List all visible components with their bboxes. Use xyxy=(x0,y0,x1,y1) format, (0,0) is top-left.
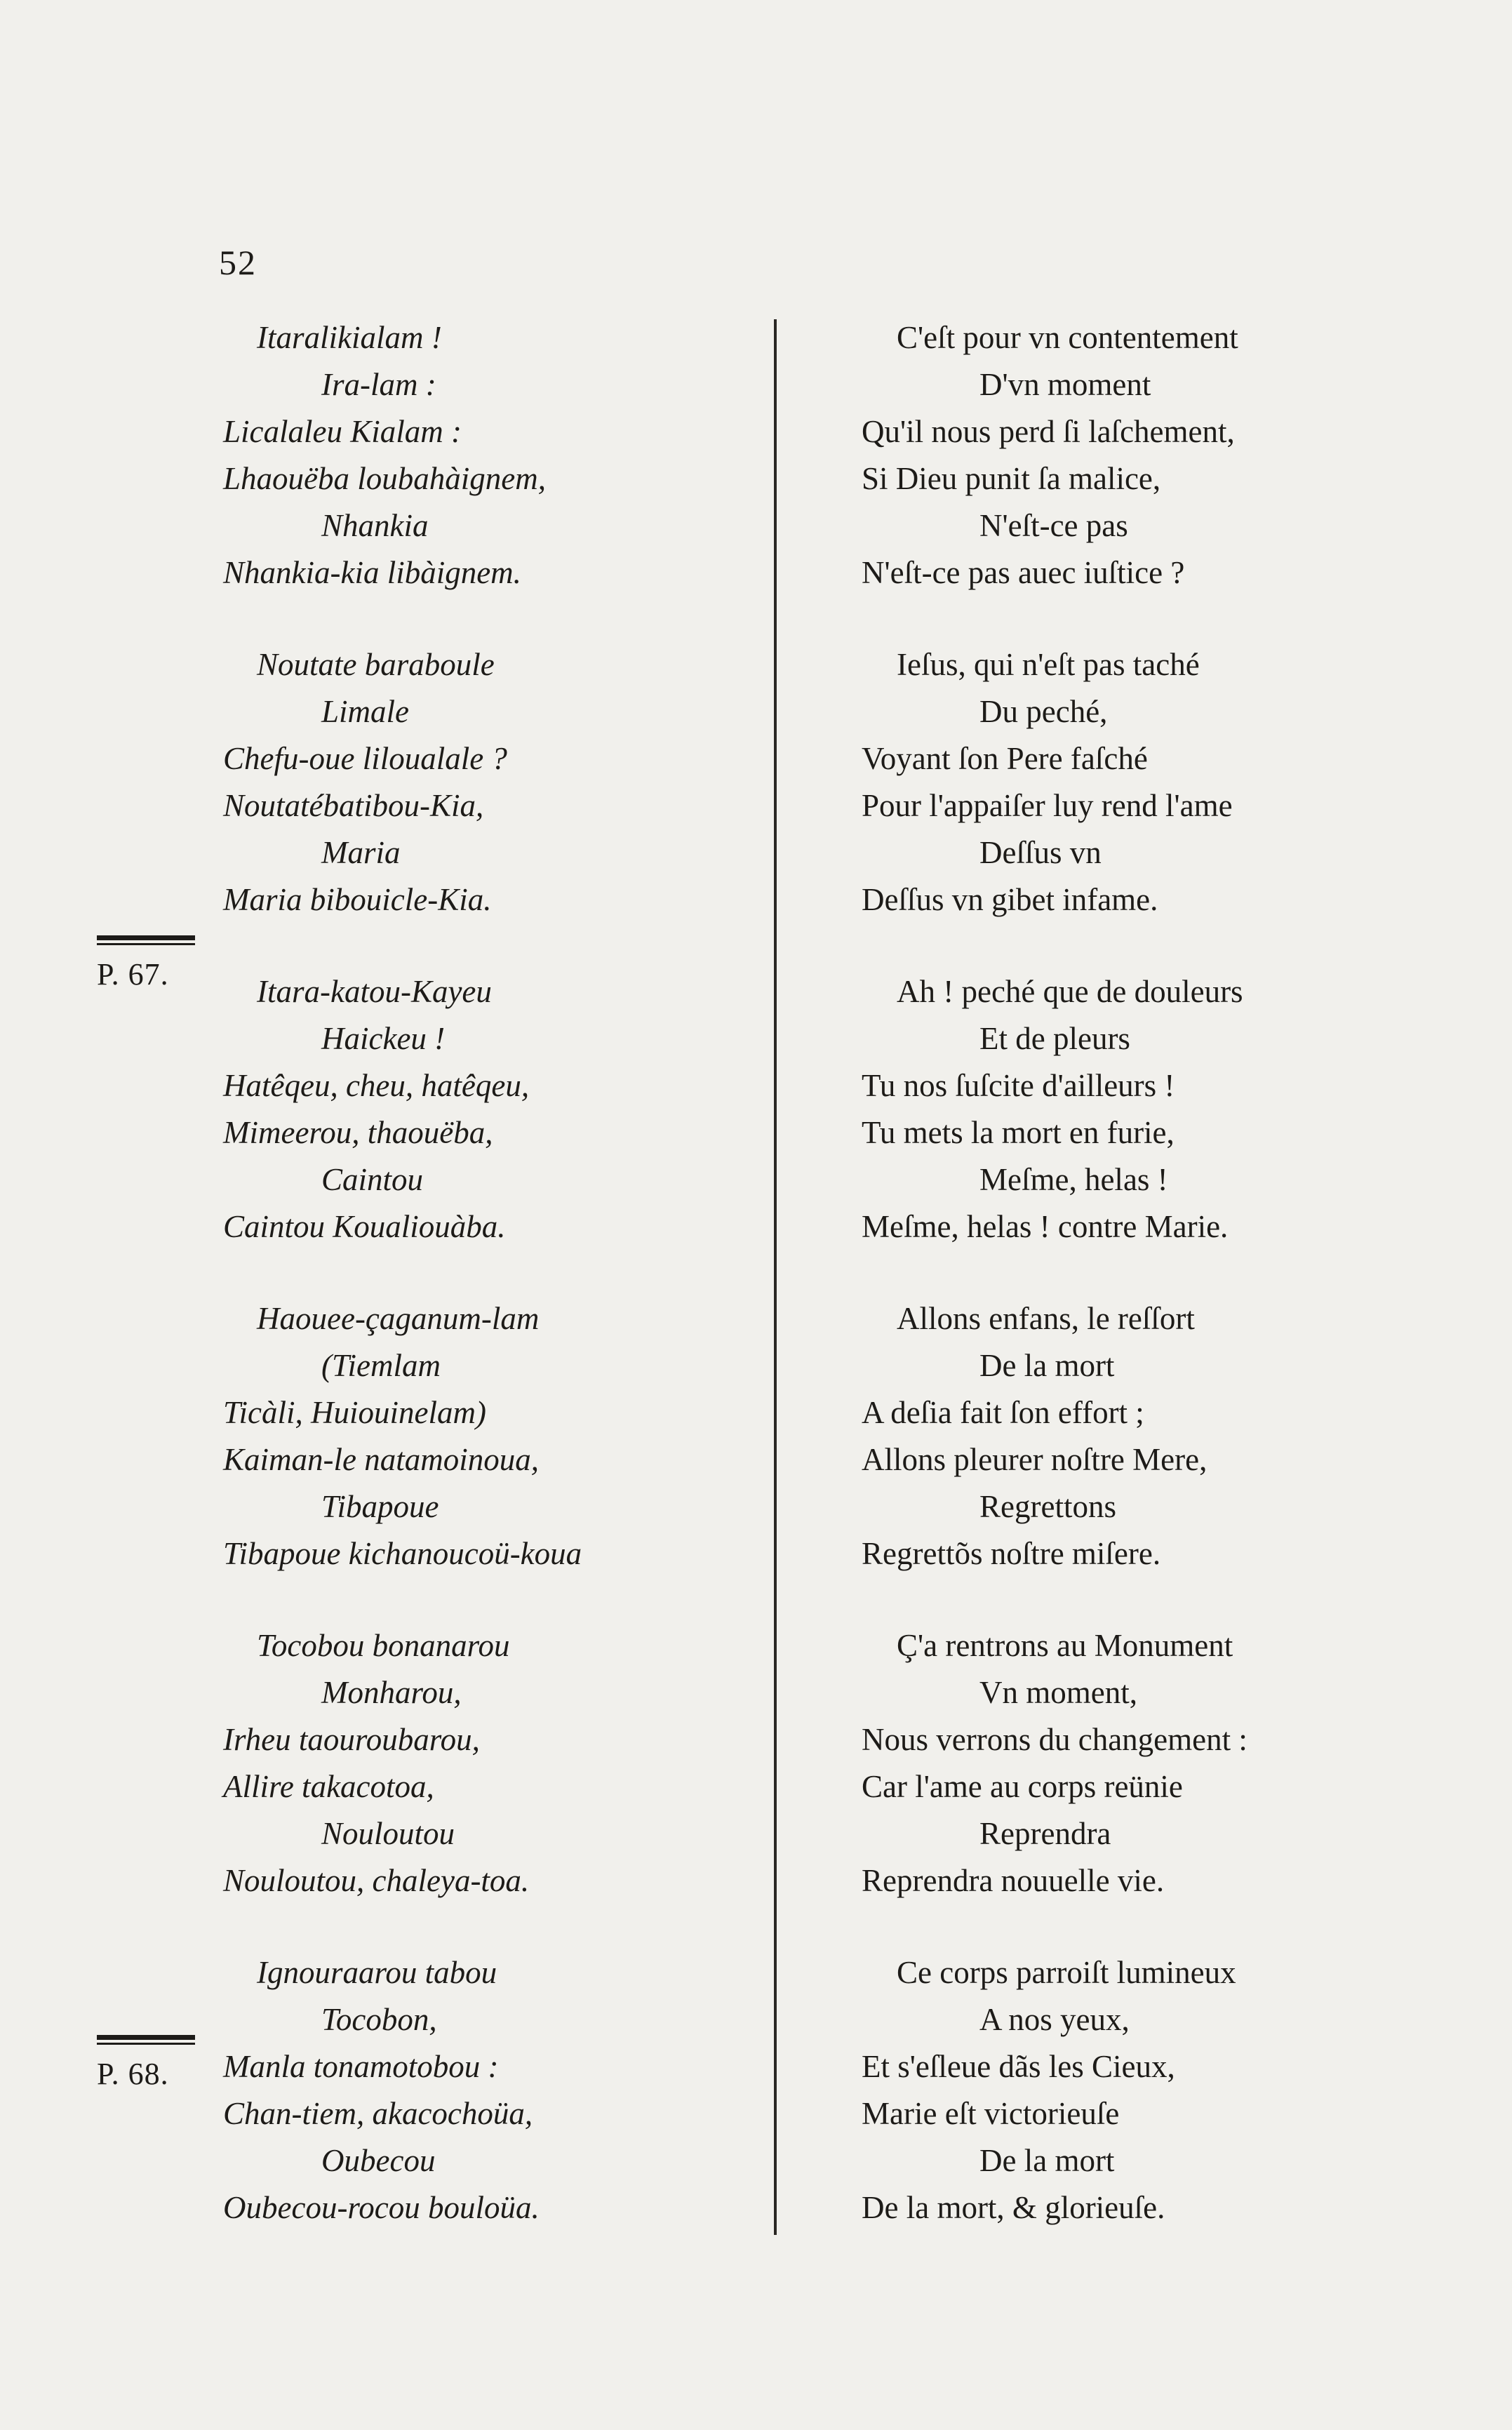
verse-line: Limale xyxy=(321,694,410,729)
verse-line: Ah ! peché que de douleurs xyxy=(897,974,1243,1009)
verse-line: Noutatébatibou-Kia, xyxy=(223,788,484,823)
verse-line: Allire takacotoa, xyxy=(223,1769,434,1804)
verse-line: Regrettõs noſtre miſere. xyxy=(862,1536,1161,1571)
verse-line: N'eſt-ce pas auec iuſtice ? xyxy=(862,555,1185,590)
stanza xyxy=(862,1622,1325,1949)
margin-rule xyxy=(97,2035,195,2040)
verse-line: Caintou Koualiouàba. xyxy=(223,1209,506,1244)
verse-line: Maria bibouicle-Kia. xyxy=(223,882,492,917)
verse-line: Deſſus vn xyxy=(979,835,1102,870)
verse-line: Oubecou xyxy=(321,2143,436,2178)
margin-reference-p67 xyxy=(97,935,195,992)
verse-line: Irheu taouroubarou, xyxy=(223,1722,480,1757)
margin-rule xyxy=(97,2043,195,2045)
stanza xyxy=(223,1622,742,1949)
stanza xyxy=(862,1949,1325,2276)
verse-line: Deſſus vn gibet infame. xyxy=(862,882,1158,917)
verse-line: Tu nos ſuſcite d'ailleurs ! xyxy=(862,1068,1175,1103)
verse-line: Voyant ſon Pere faſché xyxy=(862,741,1148,776)
verse-line: Allons enfans, le reſſort xyxy=(897,1301,1195,1336)
verse-line: De la mort xyxy=(979,1348,1115,1383)
right-column-french-text xyxy=(862,314,1325,2276)
verse-line: N'eſt-ce pas xyxy=(979,508,1128,543)
verse-line: C'eſt pour vn contentement xyxy=(897,320,1238,355)
verse-line: Nous verrons du changement : xyxy=(862,1722,1247,1757)
verse-line: Ticàli, Huiouinelam) xyxy=(223,1395,486,1430)
verse-line: Nouloutou xyxy=(321,1816,455,1851)
verse-line: Meſme, helas ! contre Marie. xyxy=(862,1209,1229,1244)
verse-line: Itara-katou-Kayeu xyxy=(257,974,492,1009)
verse-line: Nouloutou, chaleya-toa. xyxy=(223,1863,530,1898)
verse-line: Vn moment, xyxy=(979,1675,1137,1710)
verse-line: D'vn moment xyxy=(979,367,1151,402)
verse-line: Haouee-çaganum-lam xyxy=(257,1301,540,1336)
verse-line: Noutate baraboule xyxy=(257,647,495,682)
verse-line: Tibapoue xyxy=(321,1489,439,1524)
verse-line: Reprendra xyxy=(979,1816,1111,1851)
verse-line: Du peché, xyxy=(979,694,1108,729)
stanza xyxy=(862,314,1325,641)
verse-line: Nhankia xyxy=(321,508,429,543)
stanza xyxy=(223,314,742,641)
verse-line: Car l'ame au corps reünie xyxy=(862,1769,1183,1804)
verse-line: Qu'il nous perd ſi laſchement, xyxy=(862,414,1235,449)
verse-line: Ieſus, qui n'eſt pas taché xyxy=(897,647,1200,682)
verse-line: Chefu-oue liloualale ? xyxy=(223,741,507,776)
verse-line: Hatêqeu, cheu, hatêqeu, xyxy=(223,1068,530,1103)
verse-line: A deſia fait ſon effort ; xyxy=(862,1395,1144,1430)
verse-line: Chan-tiem, akacochoüa, xyxy=(223,2096,533,2131)
verse-line: Ignouraarou tabou xyxy=(257,1955,497,1990)
verse-line: Licalaleu Kialam : xyxy=(223,414,462,449)
verse-line: Mimeerou, thaouëba, xyxy=(223,1115,493,1150)
margin-reference-p68 xyxy=(97,2035,195,2092)
verse-line: Monharou, xyxy=(321,1675,462,1710)
stanza xyxy=(223,1949,742,2276)
verse-line: Allons pleurer noſtre Mere, xyxy=(862,1442,1207,1477)
verse-line: De la mort xyxy=(979,2143,1115,2178)
verse-line: Tu mets la mort en furie, xyxy=(862,1115,1175,1150)
verse-line: Ce corps parroiſt lumineux xyxy=(897,1955,1236,1990)
verse-line: Et s'eſleue dãs les Cieux, xyxy=(862,2049,1175,2084)
margin-reference-label: P. 68. xyxy=(97,2057,169,2091)
verse-line: Kaiman-le natamoinoua, xyxy=(223,1442,539,1477)
verse-line: Tibapoue kichanoucoü-koua xyxy=(223,1536,582,1571)
verse-line: Pour l'appaiſer luy rend l'ame xyxy=(862,788,1233,823)
stanza xyxy=(862,1295,1325,1622)
stanza xyxy=(223,641,742,968)
margin-rule xyxy=(97,943,195,945)
verse-line: Meſme, helas ! xyxy=(979,1162,1168,1197)
verse-line: A nos yeux, xyxy=(979,2002,1130,2037)
page-number: 52 xyxy=(219,243,257,282)
stanza xyxy=(862,641,1325,968)
verse-line: Tocobou bonanarou xyxy=(257,1628,510,1663)
stanza xyxy=(862,968,1325,1295)
margin-rule xyxy=(97,935,195,940)
stanza xyxy=(223,968,742,1295)
verse-line: Reprendra nouuelle vie. xyxy=(862,1863,1165,1898)
verse-line: Et de pleurs xyxy=(979,1021,1130,1056)
verse-line: Caintou xyxy=(321,1162,424,1197)
margin-reference-label: P. 67. xyxy=(97,957,169,992)
column-divider xyxy=(774,319,777,2235)
verse-line: Nhankia-kia libàignem. xyxy=(223,555,521,590)
verse-line: Ira-lam : xyxy=(321,367,436,402)
verse-line: Lhaouëba loubahàignem, xyxy=(223,461,546,496)
verse-line: Tocobon, xyxy=(321,2002,437,2037)
verse-line: Ç'a rentrons au Monument xyxy=(897,1628,1233,1663)
verse-line: Itaralikialam ! xyxy=(257,320,442,355)
verse-line: Oubecou-rocou bouloüa. xyxy=(223,2190,540,2225)
verse-line: Regrettons xyxy=(979,1489,1116,1524)
verse-line: Marie eſt victorieuſe xyxy=(862,2096,1120,2131)
left-column-native-text xyxy=(223,314,742,2276)
verse-line: De la mort, & glorieuſe. xyxy=(862,2190,1165,2225)
stanza xyxy=(223,1295,742,1622)
verse-line: Haickeu ! xyxy=(321,1021,446,1056)
verse-line: Si Dieu punit ſa malice, xyxy=(862,461,1161,496)
verse-line: (Tiemlam xyxy=(321,1348,441,1383)
verse-line: Maria xyxy=(321,835,401,870)
verse-line: Manla tonamotobou : xyxy=(223,2049,499,2084)
